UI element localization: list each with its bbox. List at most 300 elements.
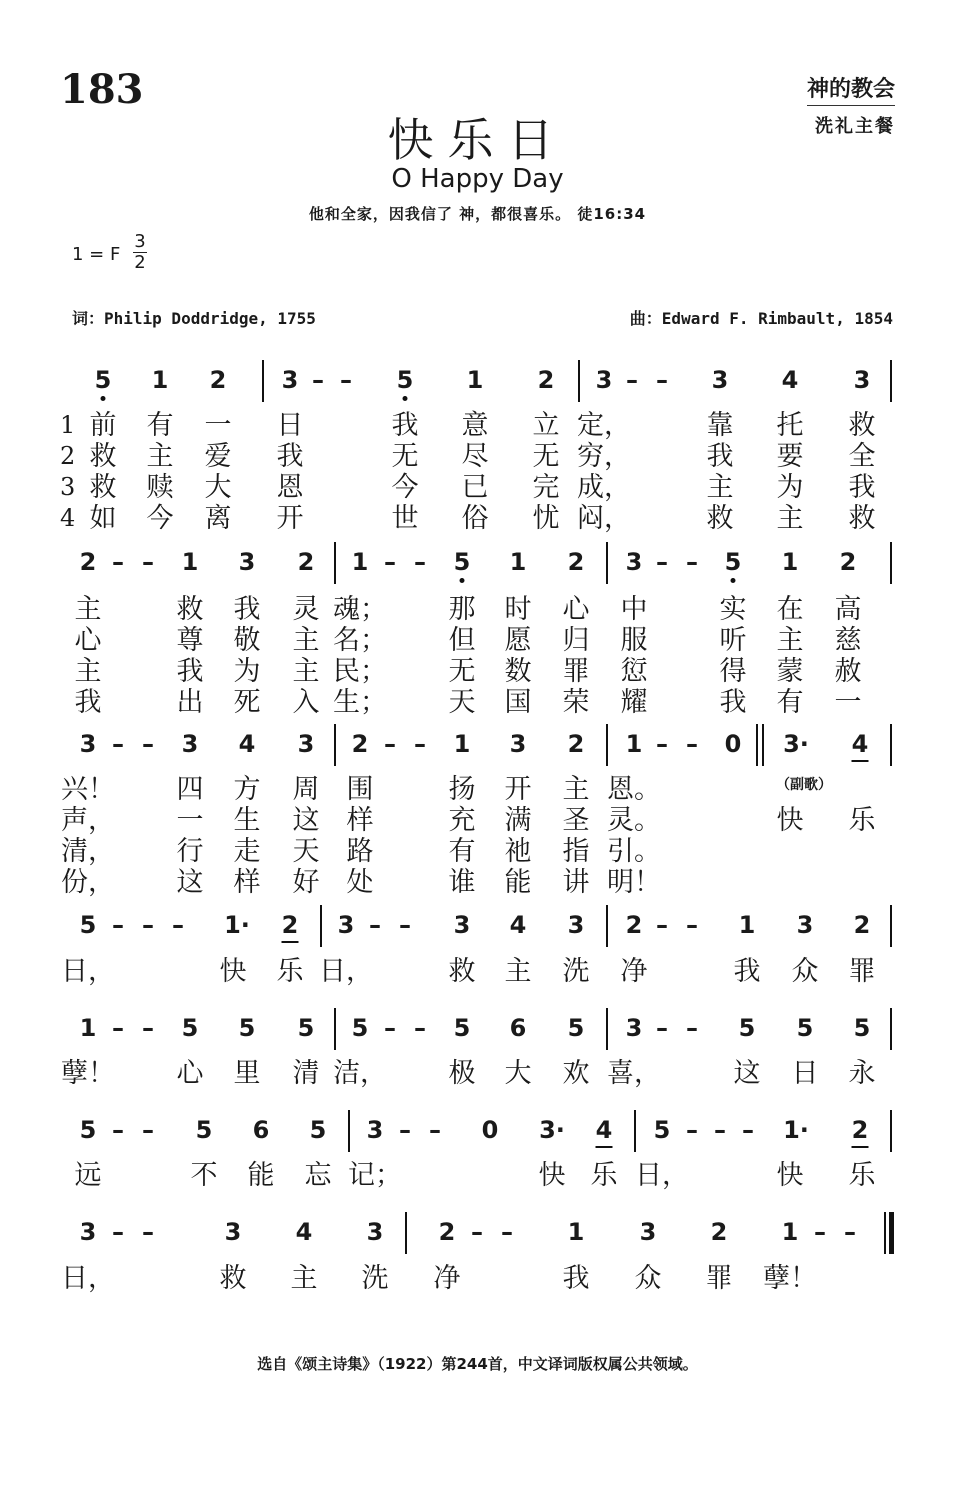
octave-dot-below <box>731 578 736 583</box>
lyric-char: 我 <box>562 1263 590 1294</box>
lyric-char: 意 <box>461 410 489 441</box>
lyric-char: 但 <box>448 625 476 656</box>
note: 1 <box>781 1218 799 1246</box>
note: – <box>142 1218 154 1246</box>
hymn-title: 快乐日 <box>387 113 568 167</box>
note: – <box>399 1116 411 1144</box>
lyric-char: 成， <box>577 472 631 503</box>
key-signature: 1 = F <box>72 244 121 265</box>
barline <box>890 360 892 402</box>
lyric-char: 那 <box>448 594 476 625</box>
lyric-char: 托 <box>776 410 804 441</box>
note: 3 <box>297 730 315 758</box>
barline <box>890 1110 892 1152</box>
note: – <box>384 548 396 576</box>
note: 1 <box>181 548 199 576</box>
lyric-char: 俗 <box>461 503 489 534</box>
note: – <box>142 1116 154 1144</box>
note: 4 <box>509 911 527 939</box>
note: 5 <box>79 1116 97 1144</box>
lyric-char: 靠 <box>706 410 734 441</box>
note: 3 <box>366 1218 384 1246</box>
lyric-char: 尽 <box>461 441 489 472</box>
note: 3· <box>783 730 809 758</box>
barline <box>890 724 892 766</box>
lyric-char: 四 <box>176 774 204 805</box>
lyric-char: 主 <box>706 472 734 503</box>
lyric-char: 兴！ <box>61 774 115 805</box>
note: 3 <box>79 1218 97 1246</box>
lyric-char: 时 <box>504 594 532 625</box>
lyric-char: 心 <box>74 625 102 656</box>
lyric-char: 实 <box>719 594 747 625</box>
subcategory: 洗礼主餐 <box>815 116 895 137</box>
lyric-char: 方 <box>233 774 261 805</box>
octave-dot-below <box>460 578 465 583</box>
lyric-char: 不 <box>190 1160 218 1191</box>
note: 2 <box>851 1116 869 1144</box>
lyric-char: 快 <box>776 1160 804 1191</box>
barline <box>348 1110 350 1152</box>
note: 3 <box>509 730 527 758</box>
note: – <box>742 1116 754 1144</box>
note: – <box>814 1218 826 1246</box>
time-signature <box>133 232 147 273</box>
lyric-char: 定， <box>577 410 631 441</box>
lyric-char: 极 <box>448 1058 476 1089</box>
lyric-char: 蒙 <box>776 656 804 687</box>
lyric-char: 里 <box>233 1058 261 1089</box>
note: 5 <box>453 548 471 576</box>
note: 5 <box>309 1116 327 1144</box>
note: 5 <box>181 1014 199 1042</box>
note: 5 <box>738 1014 756 1042</box>
lyric-char: 引。 <box>607 836 661 867</box>
barline <box>606 905 608 947</box>
note: 4 <box>781 366 799 394</box>
lyric-char: 灵。 <box>607 805 661 836</box>
lyric-char: 快 <box>219 956 247 987</box>
lyric-char: 荣 <box>562 687 590 718</box>
lyric-char: 欢 <box>562 1058 590 1089</box>
lyric-char: 无 <box>532 441 560 472</box>
barline <box>890 542 892 584</box>
lyric-char: 闷， <box>577 503 631 534</box>
note: 1 <box>151 366 169 394</box>
note: 2 <box>853 911 871 939</box>
note: 3 <box>453 911 471 939</box>
lyric-char: 主 <box>74 656 102 687</box>
lyric-char: 份， <box>61 867 115 898</box>
lyric-char: 耀 <box>620 687 648 718</box>
lyric-char: 行 <box>176 836 204 867</box>
lyric-char: 国 <box>504 687 532 718</box>
hymn-subtitle: O Happy Day <box>391 164 564 194</box>
note: 2 <box>297 548 315 576</box>
note: – <box>142 1014 154 1042</box>
note: 2 <box>567 730 585 758</box>
barline <box>320 905 322 947</box>
lyric-char: 今 <box>391 472 419 503</box>
note: 3 <box>853 366 871 394</box>
note: 5 <box>724 548 742 576</box>
note: – <box>112 1218 124 1246</box>
lyric-char: 扬 <box>448 774 476 805</box>
verse-number: 4 <box>60 504 76 532</box>
eighth-underline <box>852 1146 869 1148</box>
lyric-char: 充 <box>448 805 476 836</box>
lyric-char: 洗 <box>361 1263 389 1294</box>
lyric-char: 能 <box>504 867 532 898</box>
chorus-label: （副歌） <box>776 777 832 793</box>
lyric-char: 孽！ <box>61 1058 115 1089</box>
note: 0 <box>724 730 742 758</box>
note: 5 <box>453 1014 471 1042</box>
lyric-char: 我 <box>74 687 102 718</box>
note: – <box>501 1218 513 1246</box>
lyric-char: 指 <box>562 836 590 867</box>
note: 5 <box>79 911 97 939</box>
lyric-char: 救 <box>219 1263 247 1294</box>
lyric-char: 开 <box>276 503 304 534</box>
lyric-char: 天 <box>292 836 320 867</box>
note: – <box>142 911 154 939</box>
lyric-char: 永 <box>848 1058 876 1089</box>
note: 3 <box>281 366 299 394</box>
note: 5 <box>238 1014 256 1042</box>
lyric-char: 无 <box>391 441 419 472</box>
note: – <box>686 730 698 758</box>
note: – <box>656 911 668 939</box>
hymn-number: 183 <box>60 66 144 113</box>
lyric-char: 明！ <box>607 867 661 898</box>
lyric-char: 走 <box>233 836 261 867</box>
lyric-char: 路 <box>346 836 374 867</box>
lyric-char: 入 <box>292 687 320 718</box>
lyric-char: 爱 <box>204 441 232 472</box>
note: – <box>686 548 698 576</box>
note: – <box>142 548 154 576</box>
lyric-char: 洗 <box>562 956 590 987</box>
lyric-char: 尊 <box>176 625 204 656</box>
lyric-char: 完 <box>532 472 560 503</box>
lyric-char: 主 <box>292 656 320 687</box>
lyric-char: 名； <box>333 625 387 656</box>
lyric-char: 主 <box>504 956 532 987</box>
note: 2 <box>209 366 227 394</box>
final-barline <box>889 1212 894 1254</box>
verse-number: 3 <box>60 473 76 501</box>
barline <box>334 1008 336 1050</box>
note: 1 <box>79 1014 97 1042</box>
lyric-char: 主 <box>292 625 320 656</box>
lyric-char: 魂； <box>333 594 387 625</box>
lyric-char: 日， <box>61 956 115 987</box>
lyric-char: 周 <box>292 774 320 805</box>
note: – <box>656 548 668 576</box>
lyric-char: 为 <box>776 472 804 503</box>
note: – <box>686 1014 698 1042</box>
lyric-char: 慈 <box>834 625 862 656</box>
lyric-char: 主 <box>146 441 174 472</box>
lyric-char: 有 <box>776 687 804 718</box>
note: 4 <box>595 1116 613 1144</box>
lyric-char: 清 <box>292 1058 320 1089</box>
note: – <box>340 366 352 394</box>
scripture-verse: 他和全家，因我信了 神，都很喜乐。 徒16:34 <box>308 205 647 223</box>
lyric-char: 一 <box>176 805 204 836</box>
lyric-char: 救 <box>848 410 876 441</box>
note: 2 <box>79 548 97 576</box>
eighth-underline <box>852 760 869 762</box>
barline <box>890 905 892 947</box>
note: 5 <box>853 1014 871 1042</box>
lyric-char: 喜， <box>607 1058 661 1089</box>
lyric-char: 高 <box>834 594 862 625</box>
note: – <box>312 366 324 394</box>
lyric-char: 赦 <box>834 656 862 687</box>
eighth-underline <box>282 941 299 943</box>
note: 3 <box>796 911 814 939</box>
barline <box>606 724 608 766</box>
note: 1 <box>625 730 643 758</box>
lyric-char: 恩。 <box>607 774 661 805</box>
lyric-char: 有 <box>146 410 174 441</box>
note: 3 <box>639 1218 657 1246</box>
barline <box>606 1008 608 1050</box>
note: 2 <box>281 911 299 939</box>
lyric-char: 死 <box>233 687 261 718</box>
note: 3· <box>539 1116 565 1144</box>
note: 1 <box>466 366 484 394</box>
lyric-char: 众 <box>634 1263 662 1294</box>
lyric-char: 乐 <box>848 1160 876 1191</box>
note: – <box>844 1218 856 1246</box>
lyric-char: 谁 <box>448 867 476 898</box>
barline <box>334 724 336 766</box>
lyric-char: 救 <box>448 956 476 987</box>
lyric-char: 归 <box>562 625 590 656</box>
source-footnote: 选自《颂主诗集》（1922）第244首，中文译词版权属公共领域。 <box>257 1355 698 1373</box>
note: 5 <box>396 366 414 394</box>
note: 2 <box>537 366 555 394</box>
lyric-char: 我 <box>176 656 204 687</box>
note: 2 <box>710 1218 728 1246</box>
lyric-char: 愆 <box>620 656 648 687</box>
barline <box>890 1008 892 1050</box>
note: 1 <box>567 1218 585 1246</box>
lyric-char: 洁， <box>333 1058 387 1089</box>
note: – <box>656 366 668 394</box>
barline <box>405 1212 407 1254</box>
note: – <box>626 366 638 394</box>
note: – <box>414 548 426 576</box>
lyric-char: 乐 <box>848 805 876 836</box>
note: 6 <box>509 1014 527 1042</box>
note: 3 <box>711 366 729 394</box>
lyric-char: 我 <box>848 472 876 503</box>
lyric-char: 救 <box>89 441 117 472</box>
lyric-char: 快 <box>538 1160 566 1191</box>
lyric-char: 全 <box>848 441 876 472</box>
lyric-char: 净 <box>620 956 648 987</box>
lyric-char: 数 <box>504 656 532 687</box>
lyric-char: 天 <box>448 687 476 718</box>
lyric-char: 生 <box>233 805 261 836</box>
note: – <box>656 1014 668 1042</box>
lyric-char: 好 <box>292 867 320 898</box>
lyric-char: 救 <box>89 472 117 503</box>
note: 3 <box>238 548 256 576</box>
note: 1 <box>351 548 369 576</box>
note: 5 <box>195 1116 213 1144</box>
lyric-char: 讲 <box>562 867 590 898</box>
lyric-char: 忘 <box>304 1160 332 1191</box>
lyric-char: 日， <box>61 1263 115 1294</box>
note: 1 <box>781 548 799 576</box>
note: – <box>384 1014 396 1042</box>
note: 3 <box>567 911 585 939</box>
lyric-char: 罪 <box>562 656 590 687</box>
barline <box>756 724 758 766</box>
lyric-char: 世 <box>391 503 419 534</box>
note: 3 <box>595 366 613 394</box>
lyric-char: 心 <box>562 594 590 625</box>
note: 5 <box>94 366 112 394</box>
lyric-char: 这 <box>292 805 320 836</box>
lyric-char: 远 <box>74 1160 102 1191</box>
note: 2 <box>839 548 857 576</box>
lyric-char: 大 <box>204 472 232 503</box>
eighth-underline <box>596 1146 613 1148</box>
barline <box>578 360 580 402</box>
lyric-char: 已 <box>461 472 489 503</box>
lyric-char: 救 <box>848 503 876 534</box>
note: 2 <box>625 911 643 939</box>
lyric-char: 在 <box>776 594 804 625</box>
barline <box>334 542 336 584</box>
lyric-char: 为 <box>233 656 261 687</box>
note: 2 <box>567 548 585 576</box>
lyric-char: 要 <box>776 441 804 472</box>
note: 1· <box>783 1116 809 1144</box>
time-numerator: 3 <box>134 231 146 252</box>
note: – <box>112 548 124 576</box>
lyric-char: 离 <box>204 503 232 534</box>
note: – <box>369 911 381 939</box>
note: 5 <box>567 1014 585 1042</box>
note: – <box>112 1014 124 1042</box>
lyric-char: 大 <box>504 1058 532 1089</box>
lyric-char: 一 <box>834 687 862 718</box>
note: 1 <box>453 730 471 758</box>
verse-number: 1 <box>60 411 76 439</box>
barline <box>634 1110 636 1152</box>
note: – <box>172 911 184 939</box>
lyric-char: 愿 <box>504 625 532 656</box>
lyric-char: 满 <box>504 805 532 836</box>
lyric-char: 忧 <box>532 503 560 534</box>
lyric-char: 我 <box>719 687 747 718</box>
note: – <box>399 911 411 939</box>
note: – <box>142 730 154 758</box>
lyric-char: 中 <box>620 594 648 625</box>
note: – <box>384 730 396 758</box>
lyric-char: 孽！ <box>763 1263 817 1294</box>
lyric-char: 主 <box>776 503 804 534</box>
lyric-char: 赎 <box>146 472 174 503</box>
lyric-char: 这 <box>733 1058 761 1089</box>
lyric-char: 穷， <box>577 441 631 472</box>
note: 4 <box>851 730 869 758</box>
lyric-char: 我 <box>276 441 304 472</box>
lyric-char: 有 <box>448 836 476 867</box>
lyric-char: 我 <box>706 441 734 472</box>
barline <box>884 1212 886 1254</box>
lyric-char: 罪 <box>705 1263 733 1294</box>
note: 3 <box>224 1218 242 1246</box>
lyric-char: 我 <box>233 594 261 625</box>
note: 3 <box>181 730 199 758</box>
lyric-char: 一 <box>204 410 232 441</box>
lyric-char: 乐 <box>590 1160 618 1191</box>
lyric-char: 生； <box>333 687 387 718</box>
note: 4 <box>238 730 256 758</box>
lyric-char: 我 <box>391 410 419 441</box>
lyric-char: 如 <box>89 503 117 534</box>
lyric-char: 净 <box>433 1263 461 1294</box>
note: – <box>112 730 124 758</box>
lyric-char: 主 <box>74 594 102 625</box>
lyric-char: 罪 <box>848 956 876 987</box>
note: 3 <box>337 911 355 939</box>
lyric-char: 灵 <box>292 594 320 625</box>
note: – <box>714 1116 726 1144</box>
category: 神的教会 <box>807 72 895 106</box>
double-barline <box>762 724 764 766</box>
note: 5 <box>351 1014 369 1042</box>
lyric-char: 服 <box>620 625 648 656</box>
lyric-char: 众 <box>791 956 819 987</box>
lyric-char: 声， <box>61 805 115 836</box>
octave-dot-below <box>101 396 106 401</box>
lyric-char: 日， <box>319 956 373 987</box>
lyric-char: 今 <box>146 503 174 534</box>
octave-dot-below <box>403 396 408 401</box>
note: – <box>429 1116 441 1144</box>
note: 3 <box>366 1116 384 1144</box>
lyric-char: 这 <box>176 867 204 898</box>
lyric-char: 样 <box>346 805 374 836</box>
note: – <box>686 911 698 939</box>
lyric-char: 日 <box>276 410 304 441</box>
note: 0 <box>481 1116 499 1144</box>
note: – <box>112 911 124 939</box>
lyric-char: 敬 <box>233 625 261 656</box>
note: 1 <box>509 548 527 576</box>
lyric-char: 心 <box>176 1058 204 1089</box>
lyric-char: 无 <box>448 656 476 687</box>
note: 5 <box>653 1116 671 1144</box>
lyric-char: 乐 <box>276 956 304 987</box>
lyric-char: 祂 <box>504 836 532 867</box>
note: 3 <box>625 1014 643 1042</box>
lyric-char: 清， <box>61 836 115 867</box>
note: 1 <box>738 911 756 939</box>
lyric-char: 开 <box>504 774 532 805</box>
note: 2 <box>351 730 369 758</box>
lyric-char: 快 <box>776 805 804 836</box>
